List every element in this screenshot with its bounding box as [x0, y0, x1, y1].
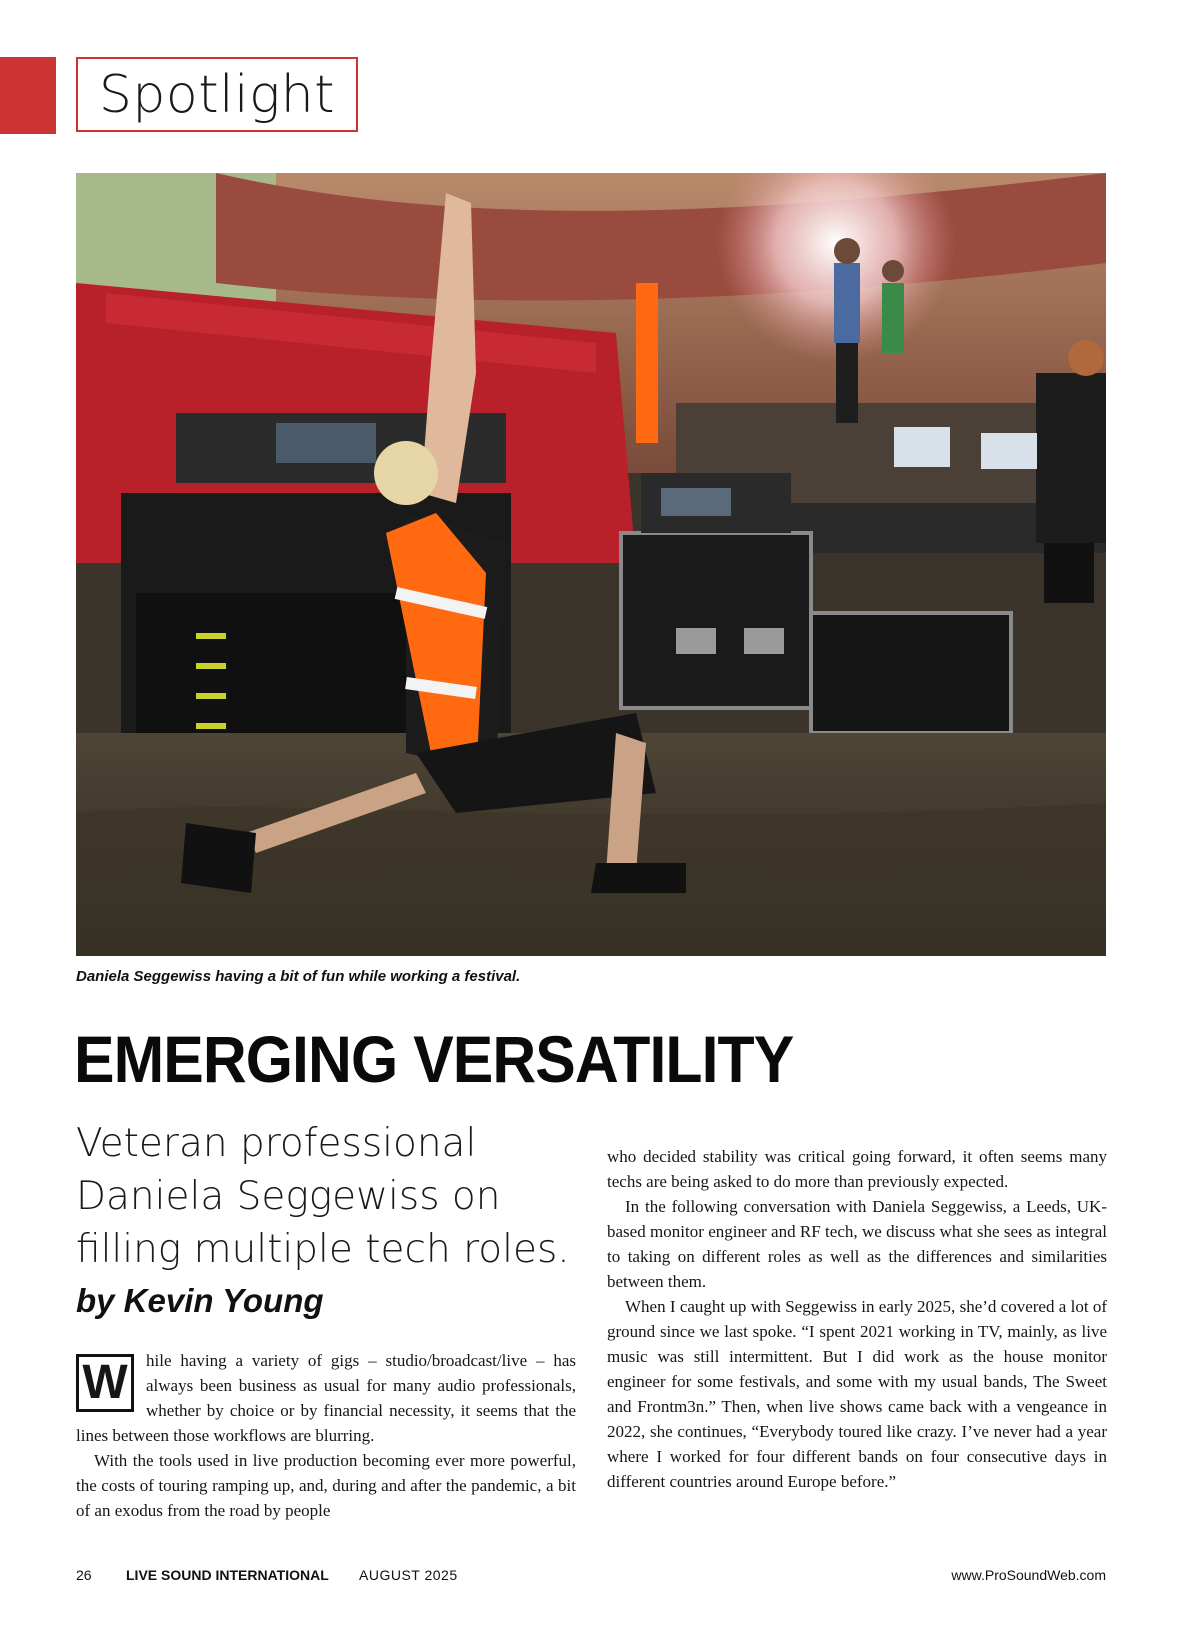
- drop-cap: W: [76, 1354, 134, 1412]
- headline: EMERGING VERSATILITY: [74, 1022, 794, 1096]
- deck-line: filling multiple tech roles.: [76, 1227, 570, 1272]
- body-column-right: [607, 1144, 1107, 1494]
- body-paragraph: When I caught up with Seggewiss in early 2025, she’d covered a lot of ground since we last spoke. “I spent 2021 working in TV, mainly, as live music was still intermittent. But I did work as the house monitor engineer for some festivals, and some with my usual bands, The Sweet and Frontm3n.” Then, when live shows came back with a vengeance in 2022, she continues, “Everybody toured like crazy. I’ve never had a year where I worked for four different bands on four consecutive days in different countries around Europe before.”: [607, 1297, 1107, 1491]
- deck-line: Daniela Seggewiss on: [76, 1174, 501, 1219]
- issue-date: AUGUST 2025: [359, 1567, 458, 1583]
- page-footer: [76, 1567, 1106, 1587]
- byline: by Kevin Young: [76, 1282, 324, 1319]
- publication-name: LIVE SOUND INTERNATIONAL: [126, 1567, 329, 1583]
- deck-line: Veteran professional: [76, 1121, 477, 1166]
- paragraph-text: hile having a variety of gigs – studio/broadcast/live – has always been business as usual for many audio professionals, whether by choice or by financial necessity, it seems that the lines between those workflows are blurring.: [76, 1351, 576, 1445]
- page-number: 26: [76, 1567, 92, 1583]
- body-column-left: [76, 1348, 576, 1523]
- deck-subtitle: [76, 1117, 596, 1276]
- section-label: Spotlight: [76, 57, 358, 132]
- body-paragraph: [76, 1348, 576, 1448]
- body-paragraph: In the following conversation with Daniela Seggewiss, a Leeds, UK-based monitor engineer and RF tech, we discuss what she sees as integral to taking on different roles as well as the differences and similarities between them.: [607, 1197, 1107, 1291]
- photo-illustration: [76, 173, 1106, 956]
- feature-photo: [76, 173, 1106, 956]
- section-accent-bar: [0, 57, 56, 134]
- website-url[interactable]: www.ProSoundWeb.com: [951, 1567, 1106, 1583]
- photo-caption: Daniela Seggewiss having a bit of fun while working a festival.: [76, 968, 521, 985]
- body-paragraph: who decided stability was critical going forward, it often seems many techs are being asked to do more than previously expected.: [607, 1147, 1107, 1191]
- body-paragraph: With the tools used in live production becoming ever more powerful, the costs of touring ramping up, and, during and after the pandemic, a bit of an exodus from the road by people: [76, 1451, 576, 1520]
